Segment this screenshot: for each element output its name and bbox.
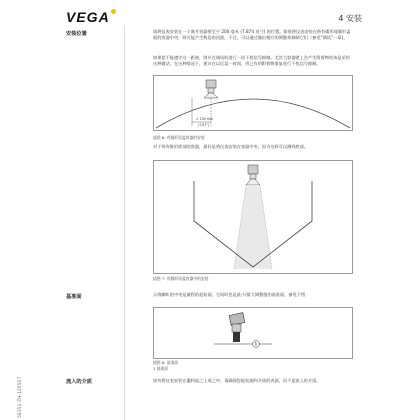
install-position-paragraph-1: 请将仪表安装在一个离开容器壁至少 200 毫米 (7.874 英寸) 的位置。如果将仪表安装在带有碟形或圆形盖板的容器中央，则可能产生数倍的回波，不过，可以通过做出相应的调整来抑制它们（参见“调试”一章)。 [153,29,351,41]
section-title-install-position: 安装位置 [66,31,87,37]
logo-text: VEGA [66,9,110,25]
figure-8-legend: 1 基准面 [153,366,169,371]
reference-plane-paragraph: 天线喇叭的中央是量程的起始面，它同时也是最小/最大调整值的基准面，参见下图： [153,292,310,297]
section-title-inflow: 流入的介质 [66,379,92,385]
figure-reference-plane [153,307,353,359]
dimension-sublabel: (7.87") [198,123,210,127]
figure-domed-tank [153,75,353,131]
callout-number: 1 [254,341,258,347]
figure-6-caption: 插图 6: 有圆形顶盖容器的安装 [153,135,205,140]
logo-dot-icon [111,9,116,14]
figure-8-caption: 插图 8: 基准面 [153,360,179,365]
figure-conical-tank [153,160,353,274]
inflow-paragraph: 请勿将仪表安装在灌料流之上或之中。请确保您能检测到介质的表面，而不是流入的介质。 [153,378,321,383]
document-code: 58351-ZH-120507 [18,376,23,418]
dimension-label: > 200 mm [196,117,213,121]
install-position-paragraph-3: 对于带有锥形底部的容器，最好是将仪表安装在容器中央，因为这样可以测到底部。 [153,144,308,149]
conical-tank-drawing [154,161,352,273]
column-divider [124,26,125,420]
chapter-heading: 4 安装 [338,14,362,23]
section-title-reference-plane: 基准面 [66,294,82,300]
domed-tank-drawing [154,76,352,130]
install-position-paragraph-2: 如果您不能遵守这一距离，则应在调试时进行一次干扰信号抑制。尤其当容器壁上会产生附着物时该是采用这种做法。在这种情况下，建议在以后某一时间，用已有的附着物重复进行干扰信号抑制。 [153,55,350,67]
vega-logo [66,9,116,25]
figure-7-caption: 插图 7: 有圆形顶盖容器中的安装 [153,276,209,281]
reference-plane-drawing [154,308,352,358]
